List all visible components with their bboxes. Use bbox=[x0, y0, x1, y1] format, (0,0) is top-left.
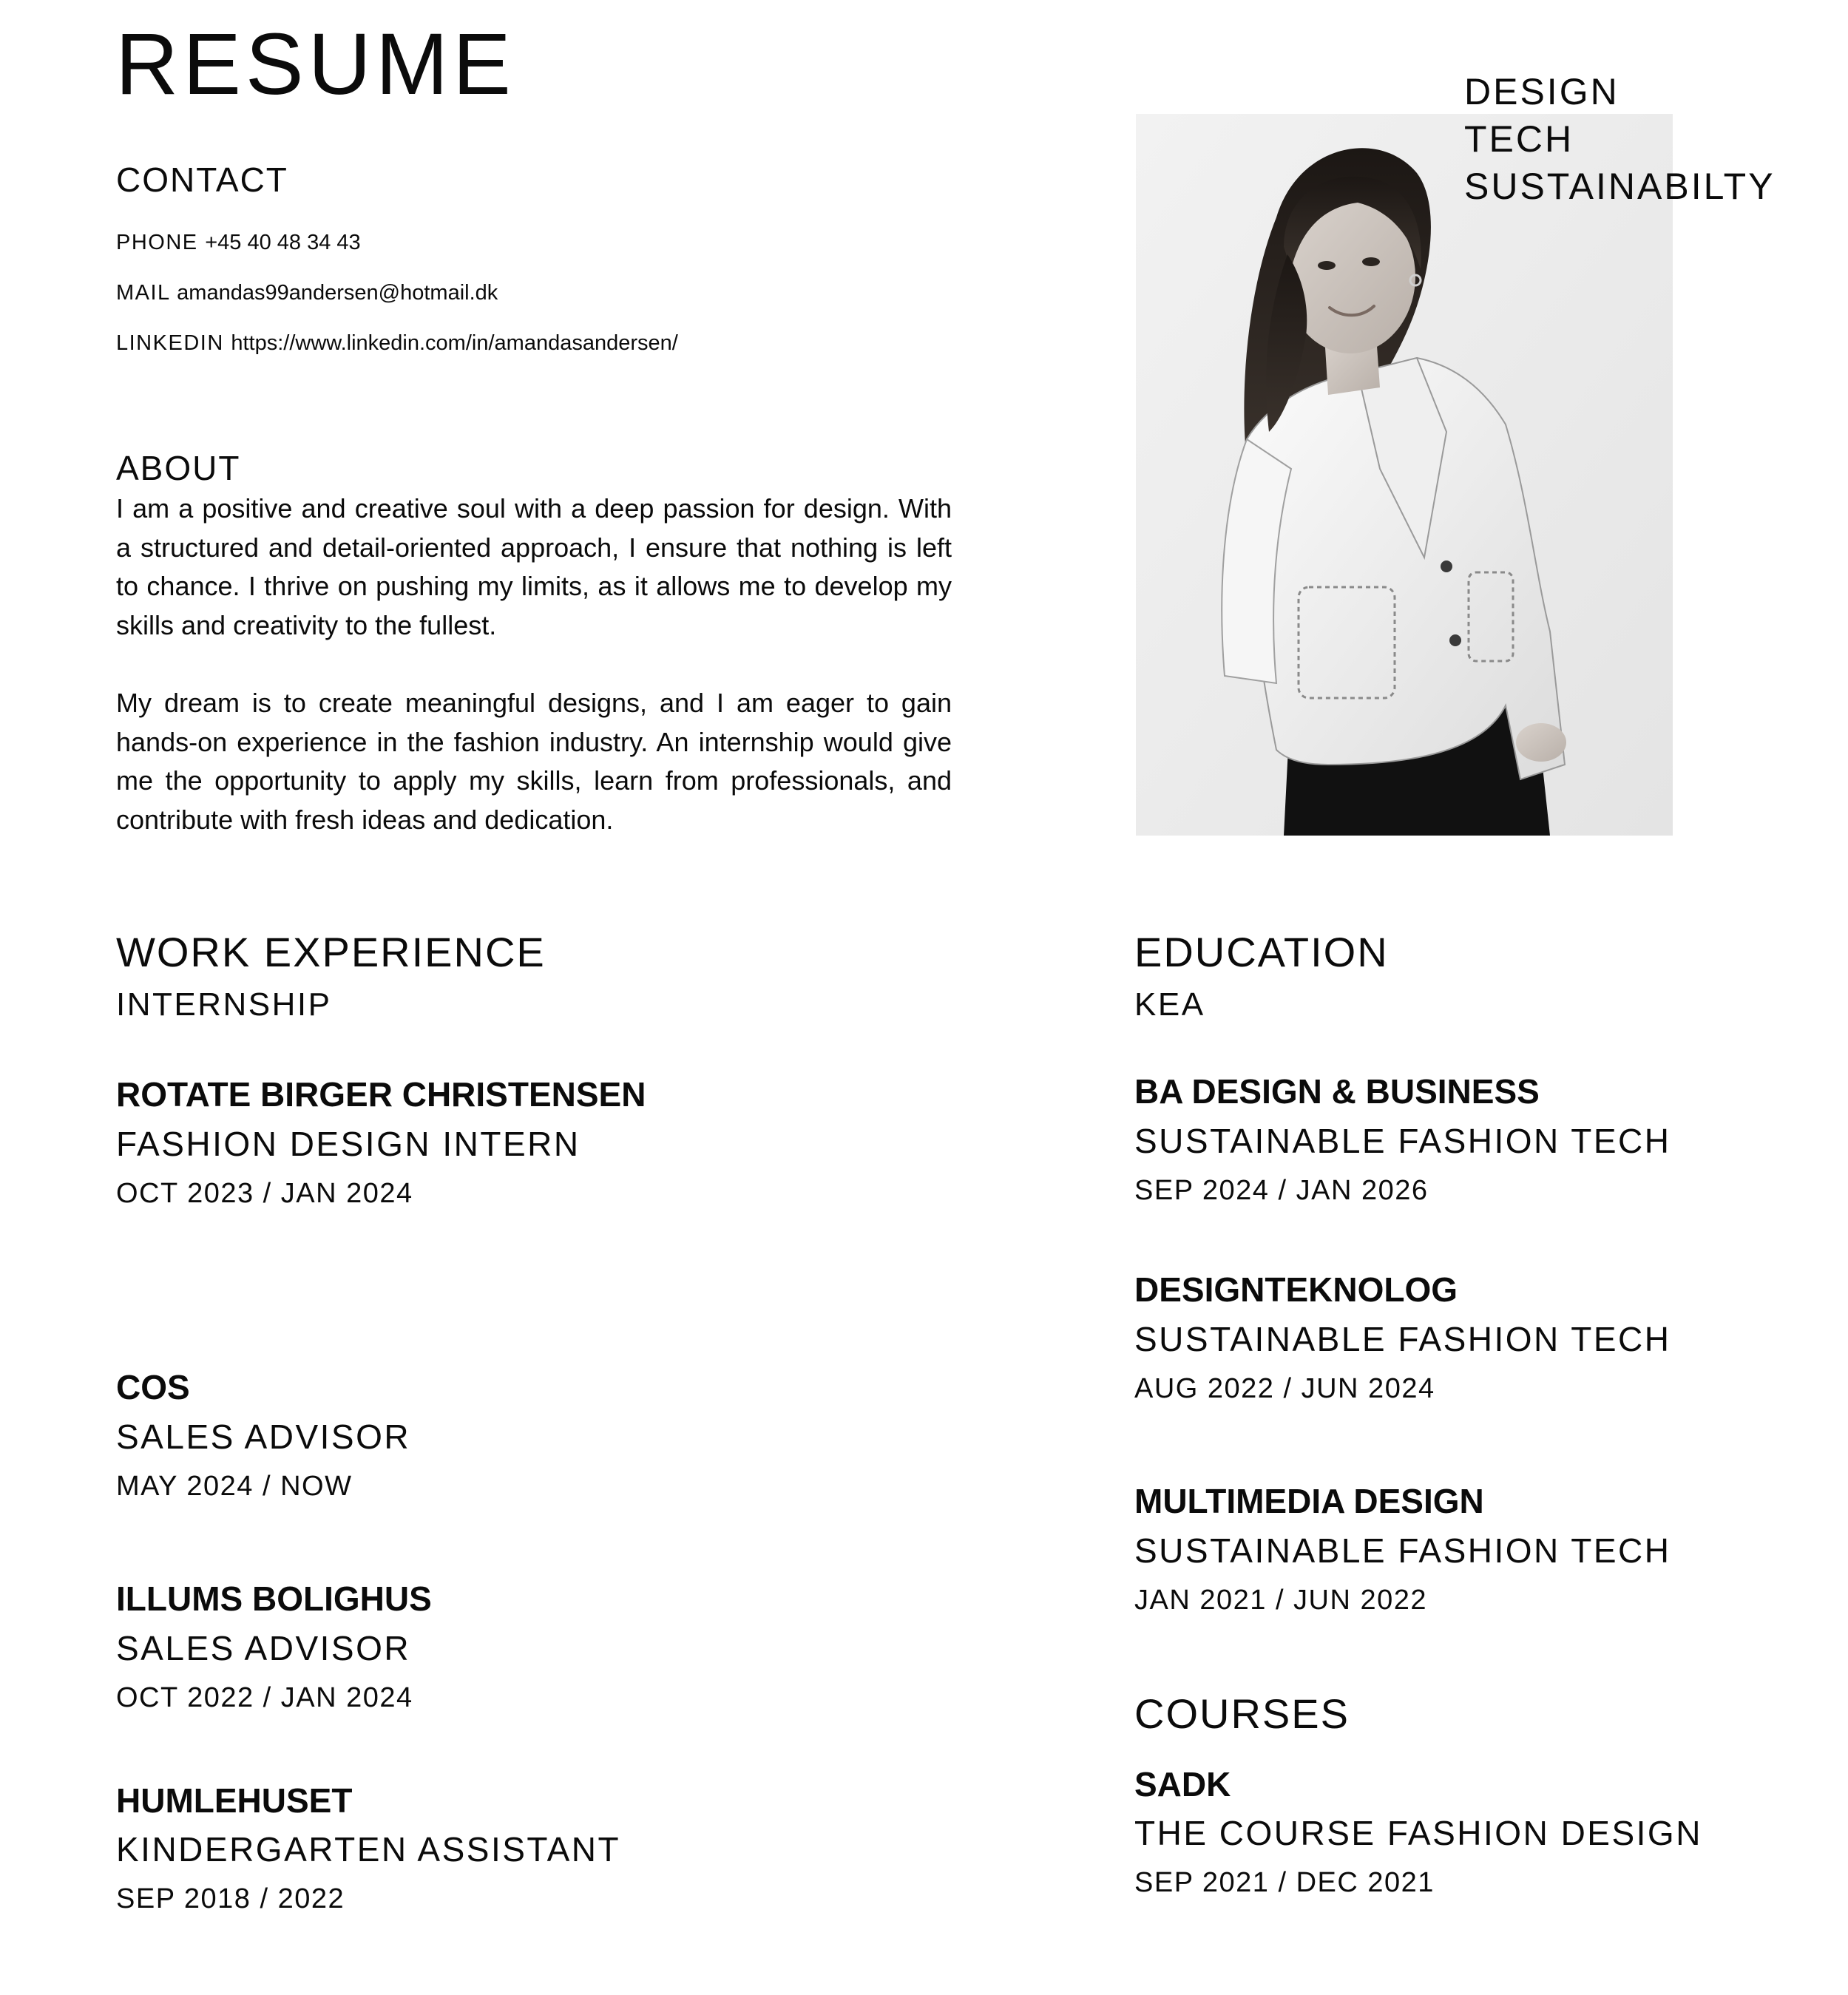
contact-phone bbox=[116, 231, 361, 255]
education-track: SUSTAINABLE FASHION TECH bbox=[1134, 1122, 1671, 1160]
focus-area-sustainability: SUSTAINABILTY bbox=[1464, 166, 1776, 207]
work-date: MAY 2024 / NOW bbox=[116, 1471, 353, 1502]
work-org: COS bbox=[116, 1368, 190, 1406]
education-date: JAN 2021 / JUN 2022 bbox=[1134, 1585, 1428, 1616]
education-track: SUSTAINABLE FASHION TECH bbox=[1134, 1320, 1671, 1358]
linkedin-label: LINKEDIN bbox=[116, 331, 224, 355]
about-heading: ABOUT bbox=[116, 449, 241, 487]
work-role: SALES ADVISOR bbox=[116, 1418, 411, 1456]
work-org: ROTATE BIRGER CHRISTENSEN bbox=[116, 1075, 646, 1114]
course-name: THE COURSE FASHION DESIGN bbox=[1134, 1814, 1702, 1852]
work-org: HUMLEHUSET bbox=[116, 1781, 353, 1820]
education-track: SUSTAINABLE FASHION TECH bbox=[1134, 1531, 1671, 1570]
mail-label: MAIL bbox=[116, 281, 170, 305]
linkedin-link[interactable]: https://www.linkedin.com/in/amandasandersen/ bbox=[231, 331, 678, 355]
about-paragraph: My dream is to create meaningful designs, and I am eager to gain hands-on experience in the fashion industry. An internship would give me the opportunity to apply my skills, learn from professionals, and contribute with fresh ideas and dedication. bbox=[116, 688, 952, 835]
jacket-button bbox=[1449, 634, 1461, 646]
phone-value[interactable]: +45 40 48 34 43 bbox=[205, 231, 361, 254]
contact-mail bbox=[116, 281, 498, 305]
work-role: FASHION DESIGN INTERN bbox=[116, 1125, 581, 1163]
education-program: BA DESIGN & BUSINESS bbox=[1134, 1072, 1540, 1111]
course-date: SEP 2021 / DEC 2021 bbox=[1134, 1867, 1435, 1898]
about-paragraph: I am a positive and creative soul with a deep passion for design. With a structured and detail-oriented approach, I ensure that nothing is left to chance. I thrive on pushing my limits, as it allows me to develop my skills and creativity to the fullest. bbox=[116, 493, 952, 640]
portrait-illustration bbox=[1136, 114, 1673, 836]
jacket-button bbox=[1441, 560, 1452, 572]
work-role: KINDERGARTEN ASSISTANT bbox=[116, 1830, 621, 1869]
hand bbox=[1516, 723, 1566, 762]
eye-left bbox=[1318, 261, 1336, 270]
education-date: SEP 2024 / JAN 2026 bbox=[1134, 1175, 1429, 1206]
phone-label: PHONE bbox=[116, 231, 198, 254]
education-heading: EDUCATION bbox=[1134, 929, 1389, 975]
work-subheading: INTERNSHIP bbox=[116, 986, 332, 1023]
focus-areas bbox=[1464, 68, 1776, 210]
course-provider: SADK bbox=[1134, 1765, 1231, 1803]
work-experience-heading: WORK EXPERIENCE bbox=[116, 929, 546, 975]
education-program: DESIGNTEKNOLOG bbox=[1134, 1270, 1458, 1309]
work-date: SEP 2018 / 2022 bbox=[116, 1883, 345, 1914]
education-program: MULTIMEDIA DESIGN bbox=[1134, 1482, 1484, 1520]
focus-area-tech: TECH bbox=[1464, 118, 1574, 160]
contact-heading: CONTACT bbox=[116, 160, 288, 199]
portrait-photo bbox=[1136, 114, 1673, 836]
education-subheading: KEA bbox=[1134, 986, 1205, 1023]
courses-heading: COURSES bbox=[1134, 1690, 1350, 1737]
mail-link[interactable]: amandas99andersen@hotmail.dk bbox=[177, 281, 498, 305]
eye-right bbox=[1362, 257, 1380, 266]
resume-title: RESUME bbox=[115, 16, 515, 113]
work-date: OCT 2023 / JAN 2024 bbox=[116, 1178, 413, 1209]
contact-linkedin bbox=[116, 331, 678, 356]
focus-area-design: DESIGN bbox=[1464, 71, 1619, 112]
education-date: AUG 2022 / JUN 2024 bbox=[1134, 1373, 1435, 1404]
work-role: SALES ADVISOR bbox=[116, 1629, 411, 1667]
work-date: OCT 2022 / JAN 2024 bbox=[116, 1682, 413, 1713]
work-org: ILLUMS BOLIGHUS bbox=[116, 1579, 432, 1618]
